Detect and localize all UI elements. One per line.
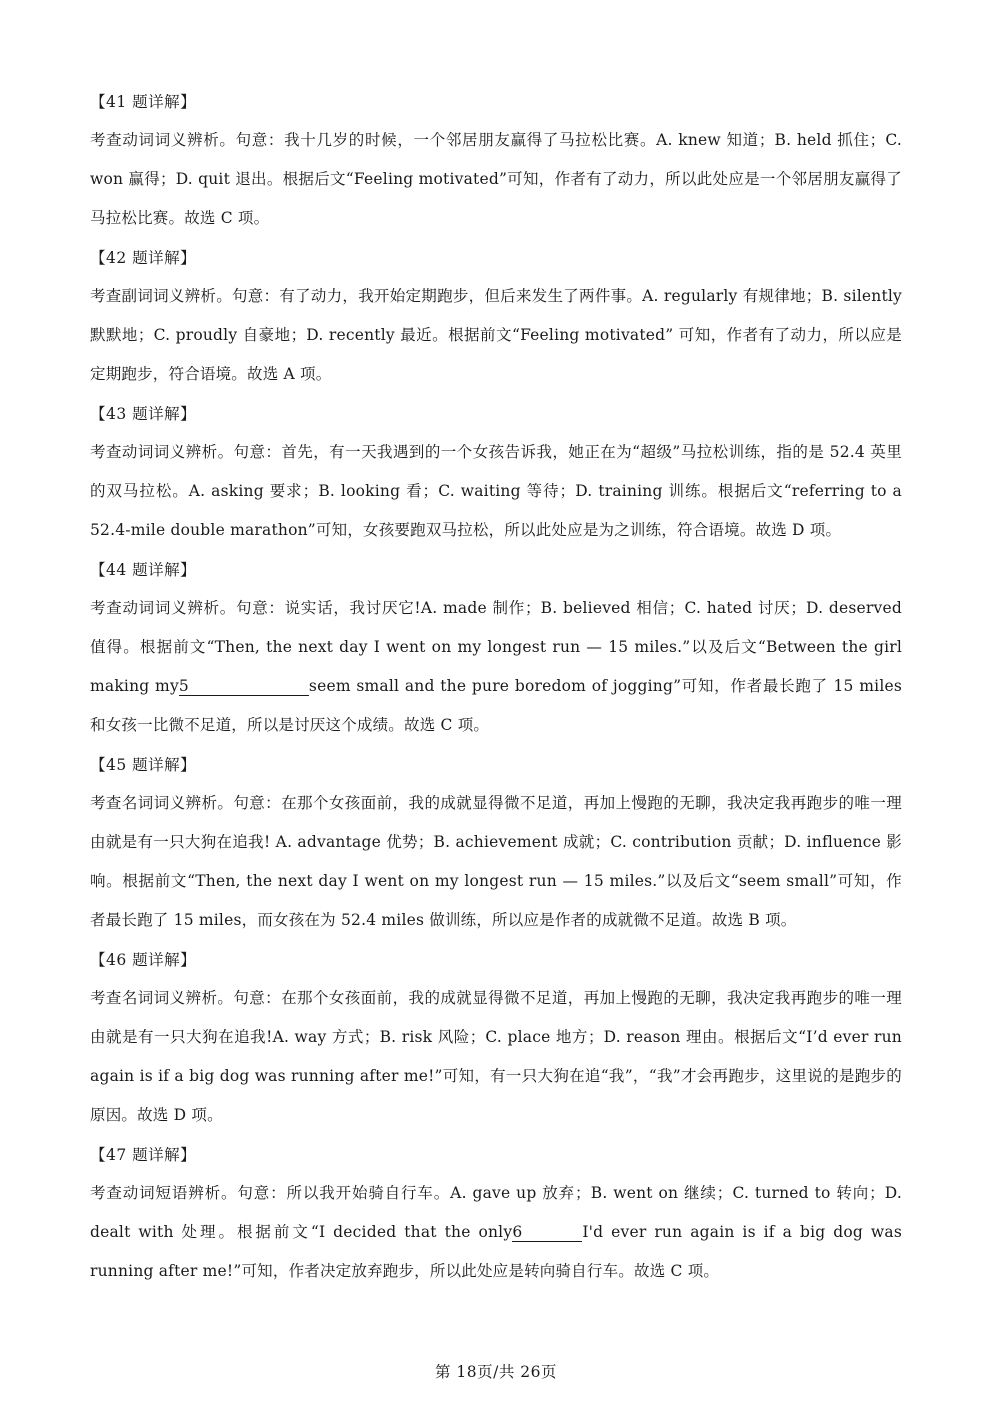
answer-section-42 <box>90 238 902 394</box>
document-body <box>90 82 902 1291</box>
answer-section-43 <box>90 394 902 550</box>
fill-blank: 6 <box>512 1223 582 1242</box>
section-text <box>90 589 902 745</box>
section-text: 考查动词词义辨析。句意：我十几岁的时候，一个邻居朋友赢得了马拉松比赛。A. knew 知道；B. held 抓住；C. won 赢得；D. quit 退出。根据后文“Feeling motivated”可知，作者有了动力，所以此处应是一个邻居朋友赢得了马拉松比赛。故选 C 项。 <box>90 131 902 227</box>
text-after-blank: seem small and the pure boredom of jogging”可知，作者最长跑了 15 miles 和女孩一比微不足道，所以是讨厌这个成绩。故选 C 项。 <box>90 677 902 734</box>
answer-section-47 <box>90 1135 902 1291</box>
section-heading: 【43 题详解】 <box>90 404 197 423</box>
section-heading: 【47 题详解】 <box>90 1145 197 1164</box>
page-number: 第 18页/共 26页 <box>434 1363 558 1381</box>
answer-section-44 <box>90 550 902 745</box>
section-heading: 【41 题详解】 <box>90 92 197 111</box>
section-heading: 【42 题详解】 <box>90 248 197 267</box>
text-after-blank: I'd ever run again is if a big dog was running after me!”可知，作者决定放弃跑步，所以此处应是转向骑自行车。故选 C 项。 <box>90 1223 902 1280</box>
section-text: 考查副词词义辨析。句意：有了动力，我开始定期跑步，但后来发生了两件事。A. regularly 有规律地；B. silently 默默地；C. proudly 自豪地；D. recently 最近。根据前文“Feeling motivated” 可知，作者有了动力，所以应是定期跑步，符合语境。故选 A 项。 <box>90 287 902 383</box>
fill-blank: 5 <box>179 677 309 696</box>
section-text: 考查名词词义辨析。句意：在那个女孩面前，我的成就显得微不足道，再加上慢跑的无聊，我决定我再跑步的唯一理由就是有一只大狗在追我!A. way 方式；B. risk 风险；C. place 地方；D. reason 理由。根据后文“I’d ever run again is if a big dog was running after me!”可知，有一只大狗在追“我”，“我”才会再跑步，这里说的是跑步的原因。故选 D 项。 <box>90 989 902 1124</box>
answer-section-41 <box>90 82 902 238</box>
section-heading: 【44 题详解】 <box>90 560 197 579</box>
text-before-blank: 考查动词短语辨析。句意：所以我开始骑自行车。A. gave up 放弃；B. went on 继续；C. turned to 转向；D. dealt with 处理。根据前文“I decided that the only <box>90 1184 902 1241</box>
section-text: 考查动词词义辨析。句意：首先，有一天我遇到的一个女孩告诉我，她正在为“超级”马拉松训练，指的是 52.4 英里的双马拉松。A. asking 要求；B. looking 看；C. waiting 等待；D. training 训练。根据后文“referring to a 52.4-mile double marathon”可知，女孩要跑双马拉松，所以此处应是为之训练，符合语境。故选 D 项。 <box>90 443 902 539</box>
answer-section-45 <box>90 745 902 940</box>
text-before-blank: 考查动词词义辨析。句意：说实话，我讨厌它!A. made 制作；B. believed 相信；C. hated 讨厌；D. deserved 值得。根据前文“Then, the next day I went on my longest run — 15 miles.”以及后文“Between the girl making my <box>90 599 902 695</box>
section-text: 考查名词词义辨析。句意：在那个女孩面前，我的成就显得微不足道，再加上慢跑的无聊，我决定我再跑步的唯一理由就是有一只大狗在追我! A. advantage 优势；B. achievement 成就；C. contribution 贡献；D. influence 影响。根据前文“Then, the next day I went on my longest run — 15 miles.”以及后文“seem small”可知，作者最长跑了 15 miles，而女孩在为 52.4 miles 做训练，所以应是作者的成就微不足道。故选 B 项。 <box>90 794 902 929</box>
section-heading: 【46 题详解】 <box>90 950 197 969</box>
section-heading: 【45 题详解】 <box>90 755 197 774</box>
section-text <box>90 1174 902 1291</box>
answer-section-46 <box>90 940 902 1135</box>
